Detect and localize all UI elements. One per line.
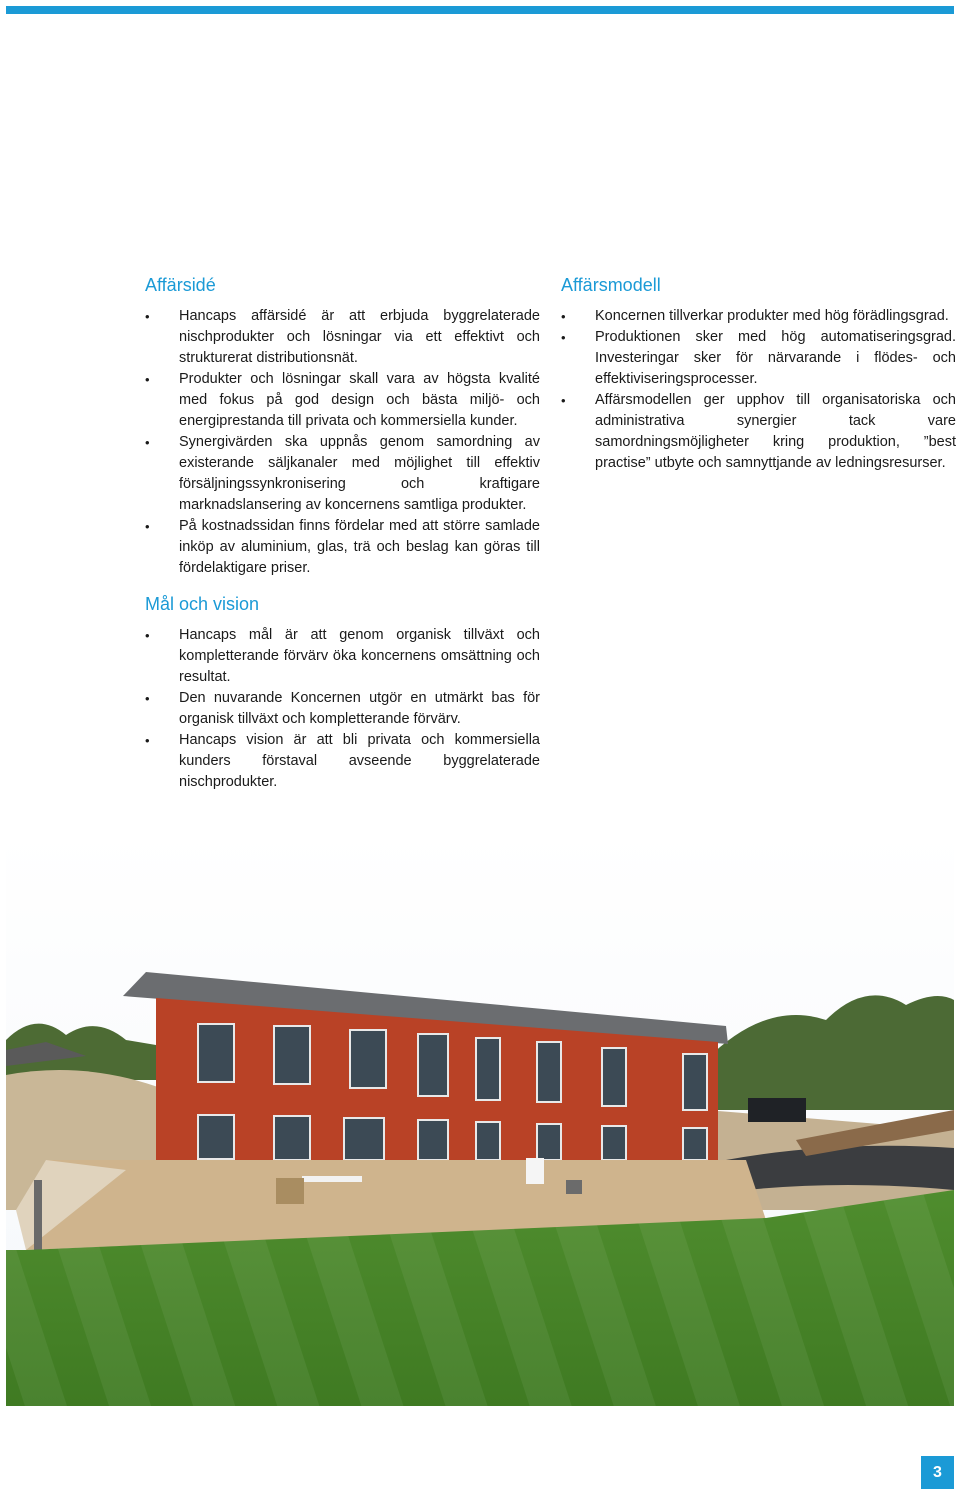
page-number-badge: 3 bbox=[921, 1456, 954, 1489]
list-item: • Synergivärden ska uppnås genom samordning av existerande säljkanaler med möjlighet till effektiv försäljningssynkronisering och kraftigare marknadslansering av koncernens samtliga produkter. bbox=[145, 432, 540, 516]
left-column bbox=[145, 274, 540, 793]
list-item: • Den nuvarande Koncernen utgör en utmärkt bas för organisk tillväxt och kompletterande förvärv. bbox=[145, 688, 540, 730]
list-item: • Hancaps affärsidé är att erbjuda byggrelaterade nischprodukter och lösningar via ett effektivt och strukturerat distributionsnät. bbox=[145, 306, 540, 369]
right-column bbox=[561, 274, 956, 474]
list-item: • Affärsmodellen ger upphov till organisatoriska och administrativa synergier tack vare samordningsmöjligheter kring produktion, ”best practise” utbyte och samnyttjande av ledningsresurser. bbox=[561, 390, 956, 474]
list-item: • På kostnadssidan finns fördelar med att större samlade inköp av aluminium, glas, trä och beslag kan göras till fördelaktigare priser. bbox=[145, 516, 540, 579]
affarsmodell-list bbox=[561, 306, 956, 474]
house-photo bbox=[6, 830, 954, 1406]
affarside-heading: Affärsidé bbox=[145, 275, 216, 295]
top-accent-bar bbox=[6, 6, 954, 14]
list-item: • Koncernen tillverkar produkter med hög förädlingsgrad. bbox=[561, 306, 956, 327]
list-item: • Hancaps mål är att genom organisk tillväxt och kompletterande förvärv öka koncernens omsättning och resultat. bbox=[145, 625, 540, 688]
list-item: • Produkter och lösningar skall vara av högsta kvalité med fokus på god design och bästa miljö- och energiprestanda till privata och kommersiella kunder. bbox=[145, 369, 540, 432]
list-item: • Hancaps vision är att bli privata och kommersiella kunders förstaval avseende byggrelaterade nischprodukter. bbox=[145, 730, 540, 793]
affarside-list bbox=[145, 306, 540, 579]
list-item: • Produktionen sker med hög automatiseringsgrad. Investeringar sker för närvarande i flödes- och effektiviseringsprocesser. bbox=[561, 327, 956, 390]
mal-och-vision-list bbox=[145, 625, 540, 793]
affarsmodell-heading: Affärsmodell bbox=[561, 275, 661, 295]
mal-och-vision-heading: Mål och vision bbox=[145, 594, 260, 614]
